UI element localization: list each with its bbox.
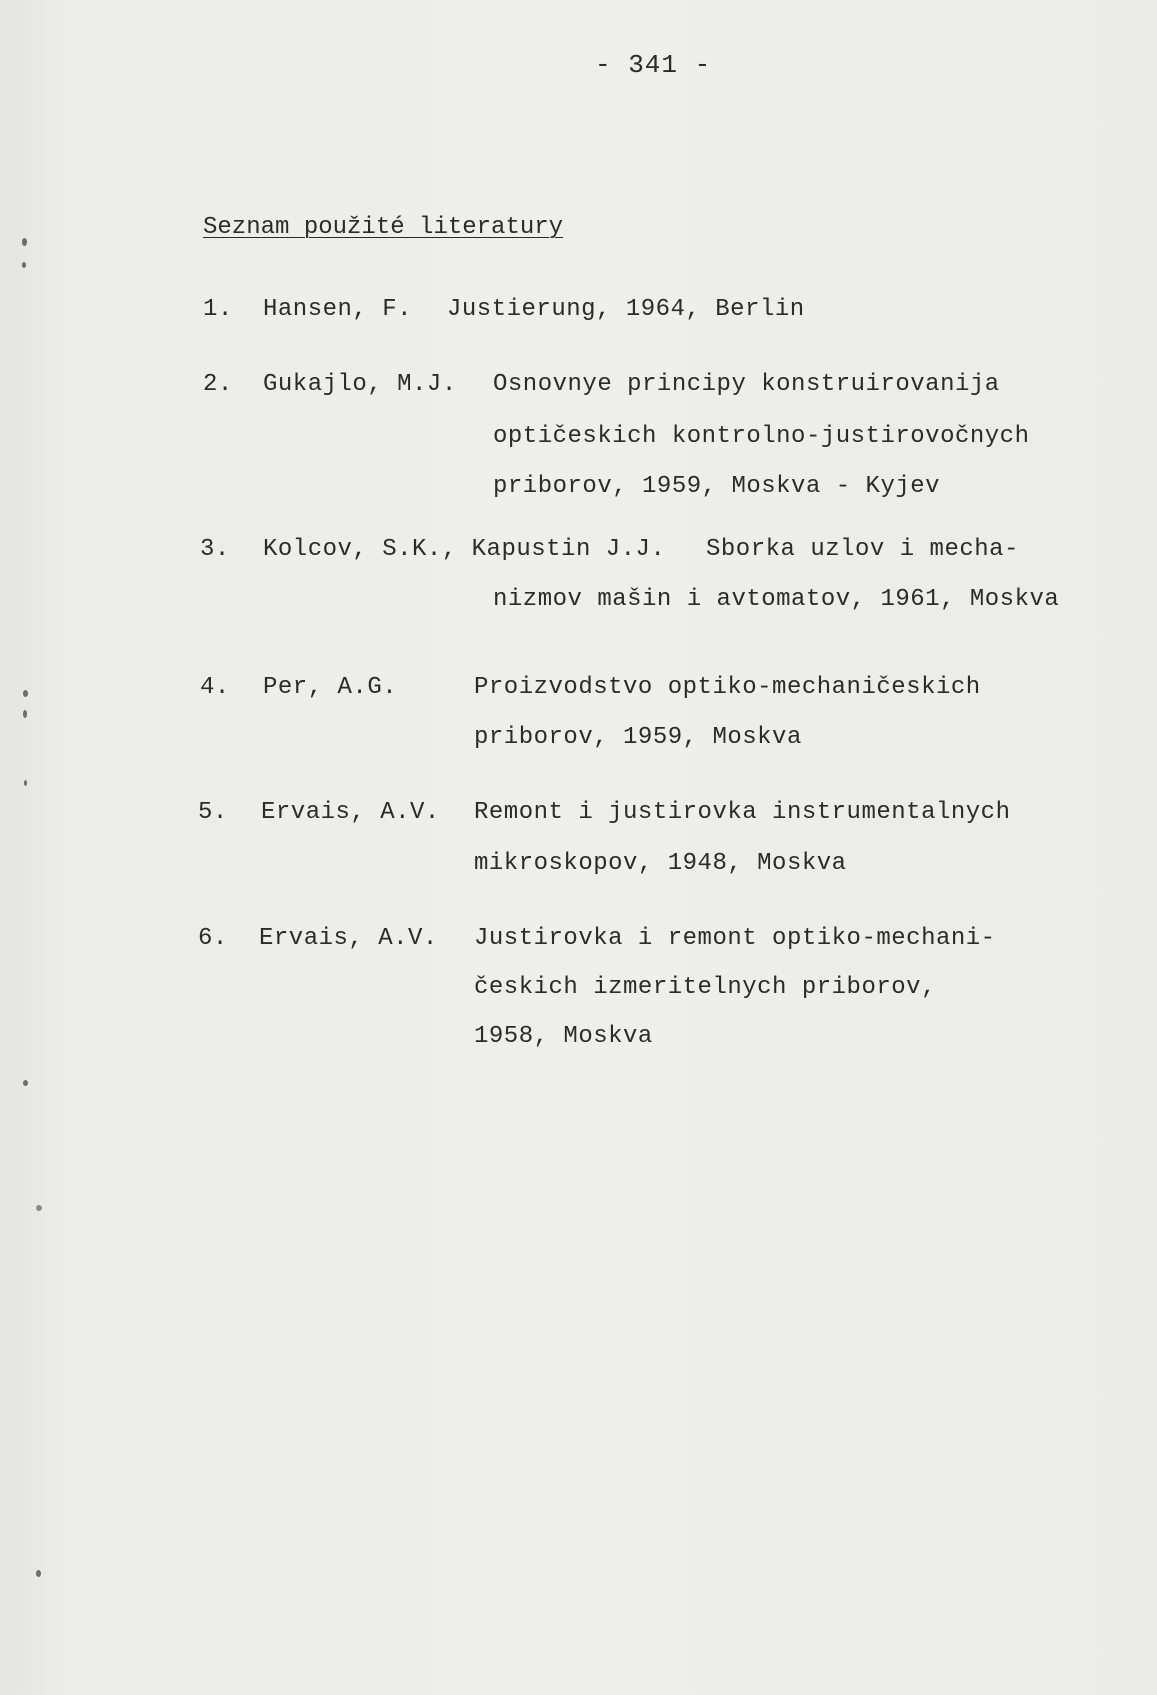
page-number: - 341 -	[595, 50, 712, 80]
reference-number: 3.	[200, 536, 230, 563]
binder-mark	[24, 780, 27, 786]
reference-number: 6.	[198, 925, 228, 952]
reference-text: českich izmeritelnych priborov,	[474, 974, 936, 1001]
reference-text: optičeskich kontrolno-justirovočnych	[493, 423, 1030, 450]
binder-mark	[23, 1080, 28, 1086]
reference-text: Justirovka i remont optiko-mechani-	[474, 925, 996, 952]
binder-mark	[36, 1205, 42, 1211]
reference-author: Kolcov, S.K., Kapustin J.J.	[263, 536, 666, 563]
reference-text: Sborka uzlov i mecha-	[706, 536, 1019, 563]
reference-number: 2.	[203, 371, 233, 398]
reference-text: Justierung, 1964, Berlin	[447, 296, 805, 323]
reference-number: 4.	[200, 674, 230, 701]
binder-mark	[23, 710, 27, 718]
reference-number: 1.	[203, 296, 233, 323]
binder-mark	[36, 1570, 41, 1577]
reference-text: Remont i justirovka instrumentalnych	[474, 799, 1011, 826]
reference-author: Hansen, F.	[263, 296, 413, 323]
reference-author: Per, A.G.	[263, 674, 398, 701]
reference-text: Osnovnye principy konstruirovanija	[493, 371, 1000, 398]
reference-author: Gukajlo, M.J.	[263, 371, 457, 398]
reference-text: mikroskopov, 1948, Moskva	[474, 850, 847, 877]
reference-number: 5.	[198, 799, 228, 826]
binder-mark	[22, 238, 27, 246]
reference-text: Proizvodstvo optiko-mechaničeskich	[474, 674, 981, 701]
reference-author: Ervais, A.V.	[259, 925, 438, 952]
reference-text: 1958, Moskva	[474, 1023, 653, 1050]
reference-text: priborov, 1959, Moskva	[474, 724, 802, 751]
reference-text: nizmov mašin i avtomatov, 1961, Moskva	[493, 586, 1060, 613]
binder-mark	[22, 262, 26, 268]
reference-text: priborov, 1959, Moskva - Kyjev	[493, 473, 941, 500]
reference-author: Ervais, A.V.	[261, 799, 440, 826]
binder-mark	[23, 690, 28, 697]
page-title: Seznam použité literatury	[203, 214, 564, 241]
